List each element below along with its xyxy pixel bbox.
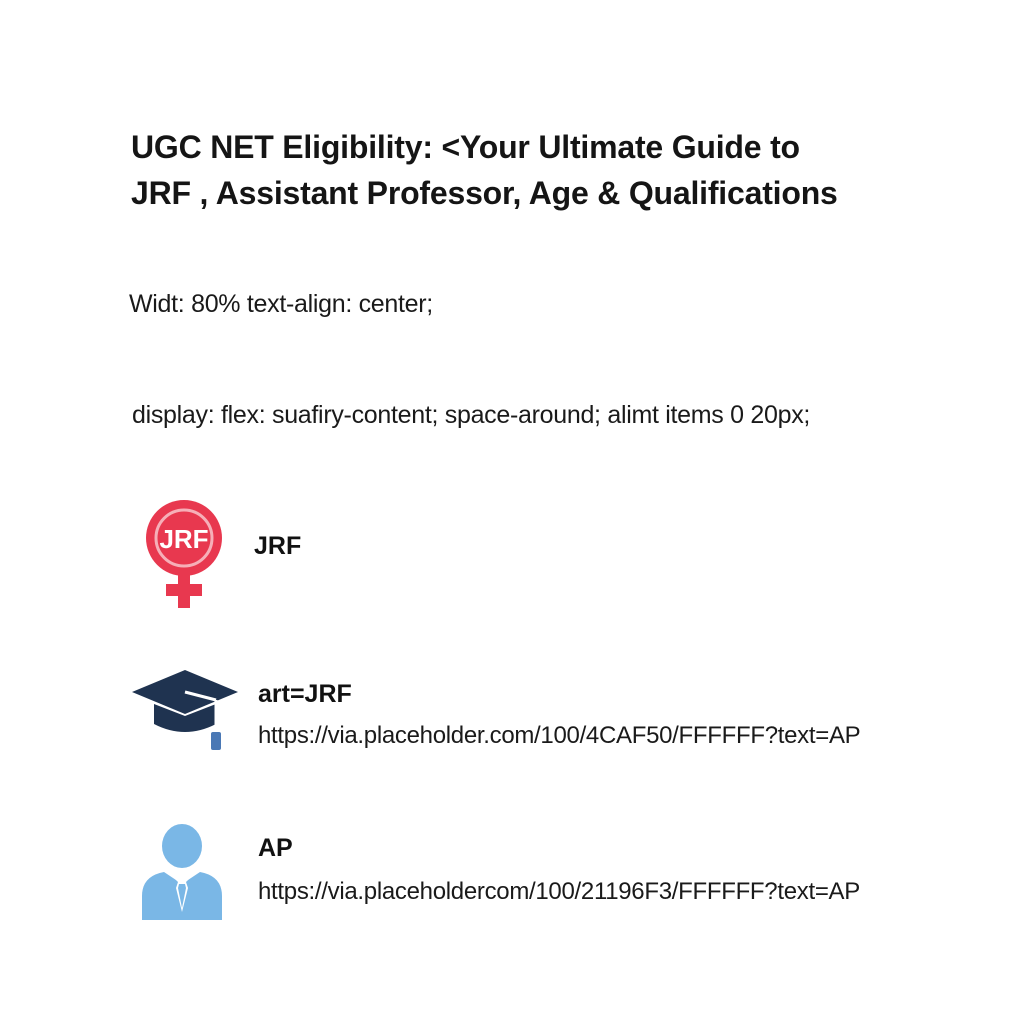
list-item-art-jrf bbox=[130, 666, 910, 786]
jrf-badge-text: JRF bbox=[159, 524, 209, 554]
item-label-jrf: JRF bbox=[254, 532, 302, 560]
page-title-line-2: JRF , Assistant Professor, Age & Qualifications bbox=[131, 175, 838, 211]
page-title bbox=[131, 124, 931, 216]
item-url-1: https://via.placeholder.com/100/4CAF50/FFFFFF?text=AP bbox=[258, 722, 861, 749]
page-title-line-1: UGC NET Eligibility: <Your Ultimate Guide to bbox=[131, 129, 800, 165]
css-text-line-2: display: flex: suafiry-content; space-around; alimt items 0 20px; bbox=[132, 401, 811, 429]
list-item-jrf bbox=[130, 496, 910, 616]
user-tie-icon bbox=[140, 822, 224, 927]
item-url-2: https://via.placeholdercom/100/21196F3/FFFFFF?text=AP bbox=[258, 878, 860, 905]
item-label-art-jrf: art=JRF bbox=[258, 680, 352, 708]
css-text-line-1: Widt: 80% text-align: center; bbox=[129, 290, 433, 318]
jrf-badge-icon bbox=[144, 498, 224, 615]
graduation-cap-icon bbox=[130, 668, 240, 763]
item-label-ap: AP bbox=[258, 834, 293, 862]
list-item-ap bbox=[130, 818, 910, 938]
